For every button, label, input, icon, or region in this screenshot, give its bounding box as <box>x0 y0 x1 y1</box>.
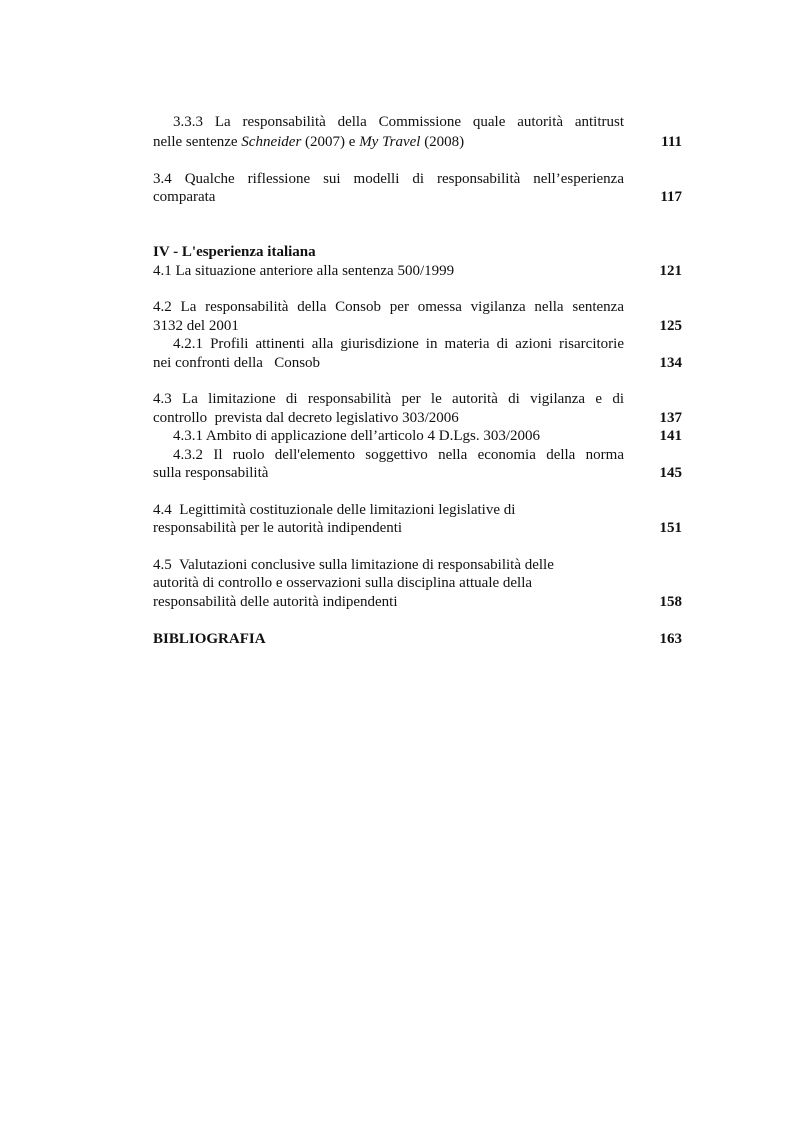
toc-entry-3-3-3-page: 111 <box>661 134 682 150</box>
toc-entry-4-4-line2: responsabilità per le autorità indipendenti <box>153 520 403 536</box>
toc-entry-4-3-line1: 4.3 La limitazione di responsabilità per le autorità di vigilanza e di <box>153 391 624 407</box>
toc-entry-3-4-page: 117 <box>660 189 682 205</box>
toc-entry-3-3-3-line2: nelle sentenze Schneider (2007) e My Travel (2008) <box>153 134 465 150</box>
toc-entry-4-3-2-line1: 4.3.2 Il ruolo dell'elemento soggettivo nella economia della norma <box>173 447 624 463</box>
toc-entry-4-3-2-line2: sulla responsabilità <box>153 465 269 481</box>
toc-entry-4-5-page: 158 <box>659 594 682 610</box>
toc-entry-4-2-line1: 4.2 La responsabilità della Consob per omessa vigilanza nella sentenza <box>153 299 624 315</box>
chapter-title: IV - L'esperienza italiana <box>153 244 316 260</box>
toc-entry-4-4-page: 151 <box>659 520 682 536</box>
toc-entry-4-4-line1: 4.4 Legittimità costituzionale delle limitazioni legislative di <box>153 502 516 518</box>
toc-entry-4-2-page: 125 <box>659 318 682 334</box>
toc-entry-4-3-page: 137 <box>659 410 682 426</box>
toc-entry-4-3-1-page: 141 <box>659 428 682 444</box>
toc-entry-4-3-1: 4.3.1 Ambito di applicazione dell’articolo 4 D.Lgs. 303/2006 <box>173 428 541 444</box>
toc-entry-3-4-line1: 3.4 Qualche riflessione sui modelli di responsabilità nell’esperienza <box>153 171 624 187</box>
toc-entry-4-1-page: 121 <box>659 263 682 279</box>
toc-entry-4-2-line2: 3132 del 2001 <box>153 318 239 334</box>
toc-entry-4-1: 4.1 La situazione anteriore alla sentenza 500/1999 <box>153 263 455 279</box>
toc-entry-4-5-line1: 4.5 Valutazioni conclusive sulla limitazione di responsabilità delle <box>153 557 554 573</box>
bibliography-title: BIBLIOGRAFIA <box>153 631 266 647</box>
toc-entry-4-2-1-page: 134 <box>659 355 682 371</box>
toc-entry-3-3-3-line1: 3.3.3 La responsabilità della Commissione quale autorità antitrust <box>173 114 624 130</box>
toc-entry-4-3-2-page: 145 <box>659 465 682 481</box>
toc-entry-4-5-line2: autorità di controllo e osservazioni sulla disciplina attuale della <box>153 575 533 591</box>
toc-entry-4-2-1-line2: nei confronti della Consob <box>153 355 321 371</box>
bibliography-page: 163 <box>659 631 682 647</box>
toc-entry-3-4-line2: comparata <box>153 189 216 205</box>
toc-entry-4-5-line3: responsabilità delle autorità indipendenti <box>153 594 398 610</box>
toc-entry-4-2-1-line1: 4.2.1 Profili attinenti alla giurisdizione in materia di azioni risarcitorie <box>173 336 624 352</box>
toc-entry-4-3-line2: controllo prevista dal decreto legislativo 303/2006 <box>153 410 459 426</box>
